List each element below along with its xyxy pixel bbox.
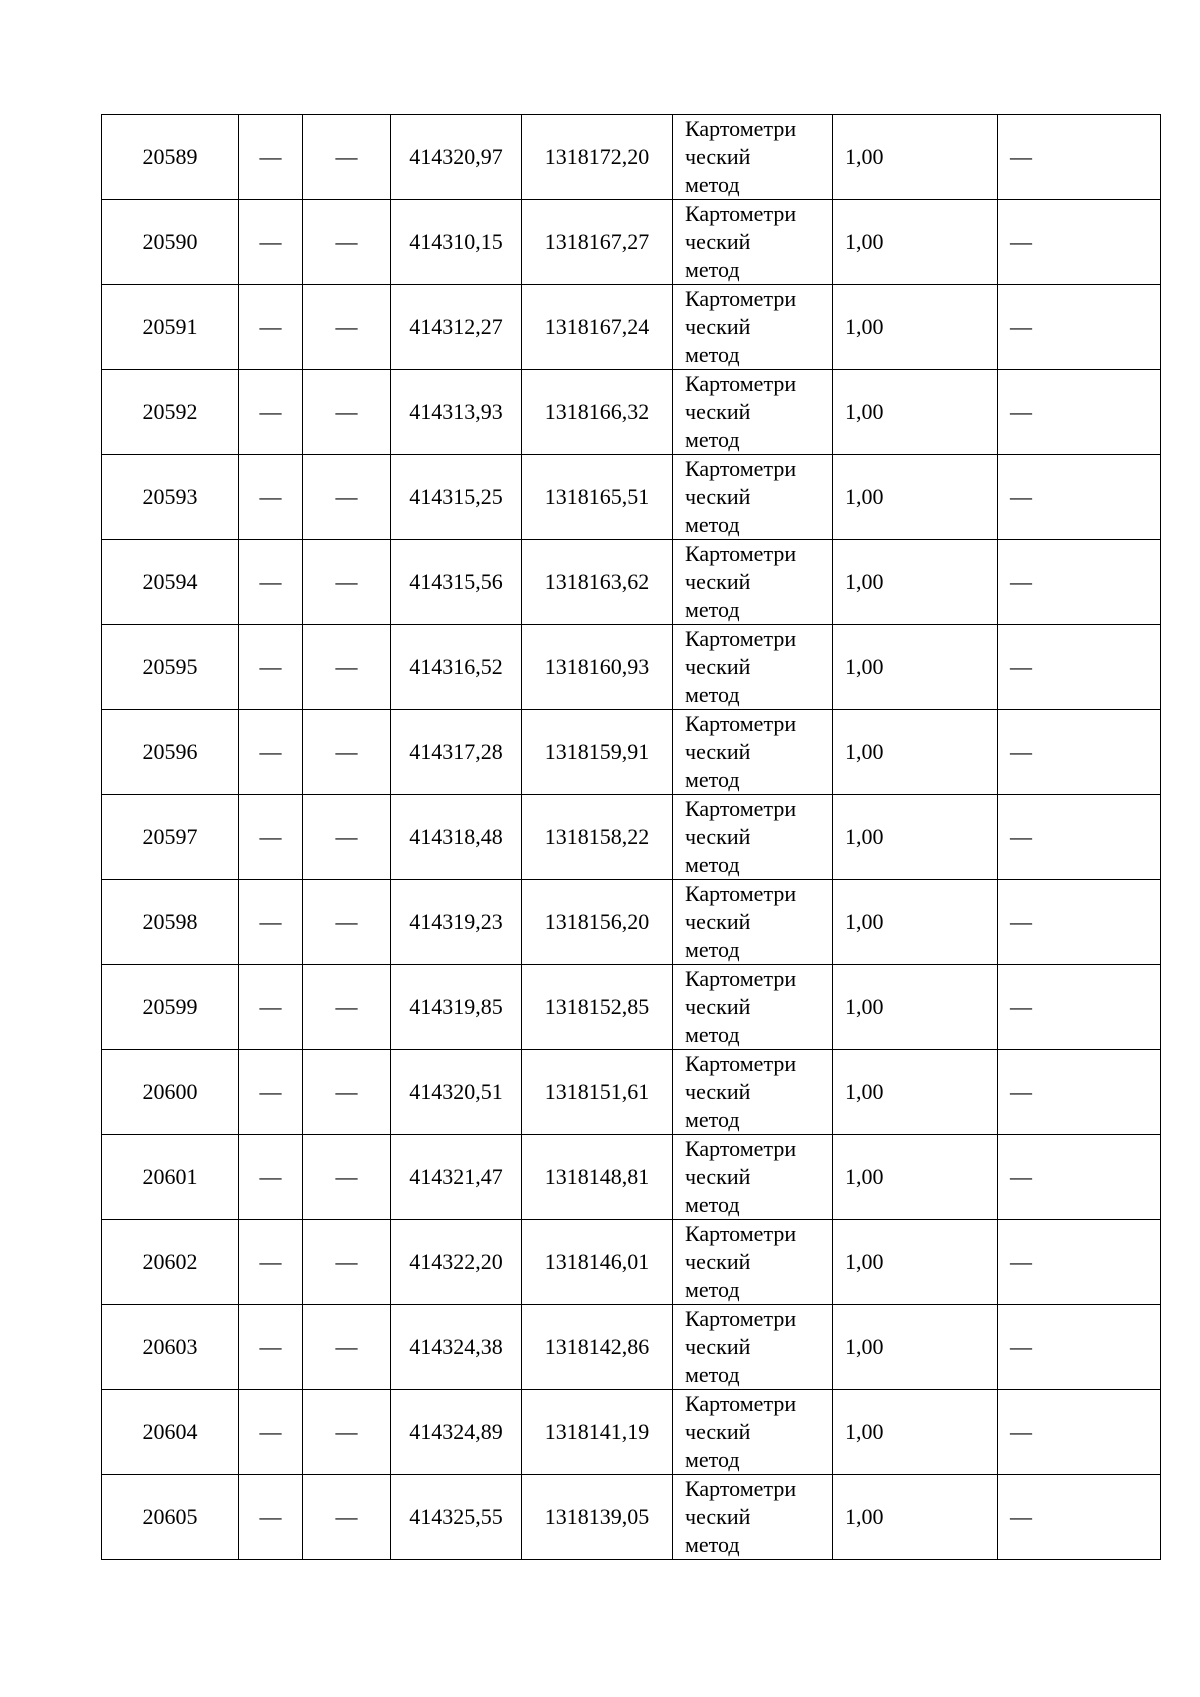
y-coordinate-cell: 1318167,27 [522,200,673,285]
note-dash-cell: — [998,710,1161,795]
x-coordinate-cell: 414321,47 [391,1135,522,1220]
empty-dash-cell: — [239,795,303,880]
x-coordinate-cell: 414310,15 [391,200,522,285]
method-cell [673,1220,833,1305]
accuracy-cell: 1,00 [833,710,998,795]
y-coordinate-cell: 1318152,85 [522,965,673,1050]
method-cell [673,1135,833,1220]
coordinates-table [101,114,1161,1560]
method-text: Картометри ческий метод [685,286,797,367]
method-text: Картометри ческий метод [685,1391,797,1472]
method-cell [673,1305,833,1390]
table-row [102,710,1161,795]
empty-dash-cell: — [239,625,303,710]
accuracy-cell: 1,00 [833,1050,998,1135]
method-text: Картометри ческий метод [685,1476,797,1557]
method-cell [673,285,833,370]
y-coordinate-cell: 1318166,32 [522,370,673,455]
table-row [102,1050,1161,1135]
note-dash-cell: — [998,1220,1161,1305]
accuracy-cell: 1,00 [833,625,998,710]
table-row [102,1305,1161,1390]
note-dash-cell: — [998,1050,1161,1135]
empty-dash-cell: — [239,965,303,1050]
method-cell [673,1390,833,1475]
x-coordinate-cell: 414319,85 [391,965,522,1050]
empty-dash-cell: — [239,1135,303,1220]
table-row [102,455,1161,540]
x-coordinate-cell: 414312,27 [391,285,522,370]
point-number-cell: 20604 [102,1390,239,1475]
empty-dash-cell: — [303,965,391,1050]
point-number-cell: 20601 [102,1135,239,1220]
method-text: Картометри ческий метод [685,1221,797,1302]
table-body [102,115,1161,1560]
method-cell [673,370,833,455]
y-coordinate-cell: 1318146,01 [522,1220,673,1305]
empty-dash-cell: — [303,710,391,795]
empty-dash-cell: — [239,1390,303,1475]
method-cell [673,965,833,1050]
y-coordinate-cell: 1318142,86 [522,1305,673,1390]
method-cell [673,200,833,285]
table-row [102,115,1161,200]
point-number-cell: 20602 [102,1220,239,1305]
accuracy-cell: 1,00 [833,455,998,540]
table-row [102,1390,1161,1475]
method-cell [673,1475,833,1560]
note-dash-cell: — [998,965,1161,1050]
empty-dash-cell: — [303,285,391,370]
method-text: Картометри ческий метод [685,1136,797,1217]
note-dash-cell: — [998,1475,1161,1560]
note-dash-cell: — [998,455,1161,540]
accuracy-cell: 1,00 [833,880,998,965]
y-coordinate-cell: 1318148,81 [522,1135,673,1220]
empty-dash-cell: — [303,1305,391,1390]
empty-dash-cell: — [239,1220,303,1305]
empty-dash-cell: — [239,455,303,540]
y-coordinate-cell: 1318156,20 [522,880,673,965]
empty-dash-cell: — [239,115,303,200]
method-cell [673,540,833,625]
point-number-cell: 20592 [102,370,239,455]
y-coordinate-cell: 1318141,19 [522,1390,673,1475]
empty-dash-cell: — [239,200,303,285]
point-number-cell: 20597 [102,795,239,880]
point-number-cell: 20596 [102,710,239,795]
method-cell [673,710,833,795]
table-row [102,1475,1161,1560]
accuracy-cell: 1,00 [833,965,998,1050]
accuracy-cell: 1,00 [833,370,998,455]
point-number-cell: 20589 [102,115,239,200]
x-coordinate-cell: 414315,56 [391,540,522,625]
method-text: Картометри ческий метод [685,371,797,452]
y-coordinate-cell: 1318159,91 [522,710,673,795]
point-number-cell: 20599 [102,965,239,1050]
x-coordinate-cell: 414322,20 [391,1220,522,1305]
empty-dash-cell: — [303,1475,391,1560]
empty-dash-cell: — [303,115,391,200]
x-coordinate-cell: 414313,93 [391,370,522,455]
method-text: Картометри ческий метод [685,116,797,197]
note-dash-cell: — [998,795,1161,880]
empty-dash-cell: — [303,455,391,540]
note-dash-cell: — [998,625,1161,710]
point-number-cell: 20603 [102,1305,239,1390]
method-cell [673,625,833,710]
empty-dash-cell: — [239,285,303,370]
point-number-cell: 20593 [102,455,239,540]
x-coordinate-cell: 414318,48 [391,795,522,880]
empty-dash-cell: — [303,1390,391,1475]
table-row [102,965,1161,1050]
accuracy-cell: 1,00 [833,1390,998,1475]
empty-dash-cell: — [239,370,303,455]
x-coordinate-cell: 414320,97 [391,115,522,200]
empty-dash-cell: — [303,200,391,285]
accuracy-cell: 1,00 [833,1220,998,1305]
note-dash-cell: — [998,1390,1161,1475]
empty-dash-cell: — [303,880,391,965]
point-number-cell: 20590 [102,200,239,285]
table-row [102,370,1161,455]
y-coordinate-cell: 1318158,22 [522,795,673,880]
empty-dash-cell: — [239,880,303,965]
table-row [102,880,1161,965]
accuracy-cell: 1,00 [833,795,998,880]
empty-dash-cell: — [303,540,391,625]
method-text: Картометри ческий метод [685,626,797,707]
note-dash-cell: — [998,115,1161,200]
empty-dash-cell: — [303,795,391,880]
table-row [102,795,1161,880]
y-coordinate-cell: 1318165,51 [522,455,673,540]
table-row [102,540,1161,625]
empty-dash-cell: — [303,625,391,710]
empty-dash-cell: — [239,1050,303,1135]
method-text: Картометри ческий метод [685,966,797,1047]
y-coordinate-cell: 1318172,20 [522,115,673,200]
x-coordinate-cell: 414317,28 [391,710,522,795]
note-dash-cell: — [998,370,1161,455]
method-text: Картометри ческий метод [685,1306,797,1387]
note-dash-cell: — [998,540,1161,625]
accuracy-cell: 1,00 [833,285,998,370]
empty-dash-cell: — [239,540,303,625]
point-number-cell: 20600 [102,1050,239,1135]
note-dash-cell: — [998,880,1161,965]
note-dash-cell: — [998,1135,1161,1220]
x-coordinate-cell: 414324,38 [391,1305,522,1390]
method-text: Картометри ческий метод [685,711,797,792]
table-row [102,285,1161,370]
point-number-cell: 20594 [102,540,239,625]
method-text: Картометри ческий метод [685,796,797,877]
accuracy-cell: 1,00 [833,1305,998,1390]
x-coordinate-cell: 414315,25 [391,455,522,540]
method-text: Картометри ческий метод [685,881,797,962]
empty-dash-cell: — [239,1475,303,1560]
empty-dash-cell: — [239,1305,303,1390]
point-number-cell: 20591 [102,285,239,370]
note-dash-cell: — [998,1305,1161,1390]
accuracy-cell: 1,00 [833,200,998,285]
x-coordinate-cell: 414324,89 [391,1390,522,1475]
point-number-cell: 20605 [102,1475,239,1560]
empty-dash-cell: — [303,370,391,455]
method-text: Картометри ческий метод [685,201,797,282]
method-text: Картометри ческий метод [685,541,797,622]
method-cell [673,880,833,965]
y-coordinate-cell: 1318139,05 [522,1475,673,1560]
empty-dash-cell: — [303,1220,391,1305]
x-coordinate-cell: 414316,52 [391,625,522,710]
note-dash-cell: — [998,200,1161,285]
y-coordinate-cell: 1318160,93 [522,625,673,710]
point-number-cell: 20595 [102,625,239,710]
empty-dash-cell: — [303,1135,391,1220]
x-coordinate-cell: 414325,55 [391,1475,522,1560]
method-text: Картометри ческий метод [685,1051,797,1132]
method-cell [673,115,833,200]
method-cell [673,1050,833,1135]
accuracy-cell: 1,00 [833,1135,998,1220]
table-row [102,1220,1161,1305]
table-row [102,625,1161,710]
point-number-cell: 20598 [102,880,239,965]
empty-dash-cell: — [239,710,303,795]
x-coordinate-cell: 414319,23 [391,880,522,965]
table-row [102,200,1161,285]
y-coordinate-cell: 1318151,61 [522,1050,673,1135]
y-coordinate-cell: 1318163,62 [522,540,673,625]
empty-dash-cell: — [303,1050,391,1135]
method-cell [673,455,833,540]
y-coordinate-cell: 1318167,24 [522,285,673,370]
x-coordinate-cell: 414320,51 [391,1050,522,1135]
method-cell [673,795,833,880]
accuracy-cell: 1,00 [833,115,998,200]
table-row [102,1135,1161,1220]
accuracy-cell: 1,00 [833,1475,998,1560]
accuracy-cell: 1,00 [833,540,998,625]
method-text: Картометри ческий метод [685,456,797,537]
note-dash-cell: — [998,285,1161,370]
